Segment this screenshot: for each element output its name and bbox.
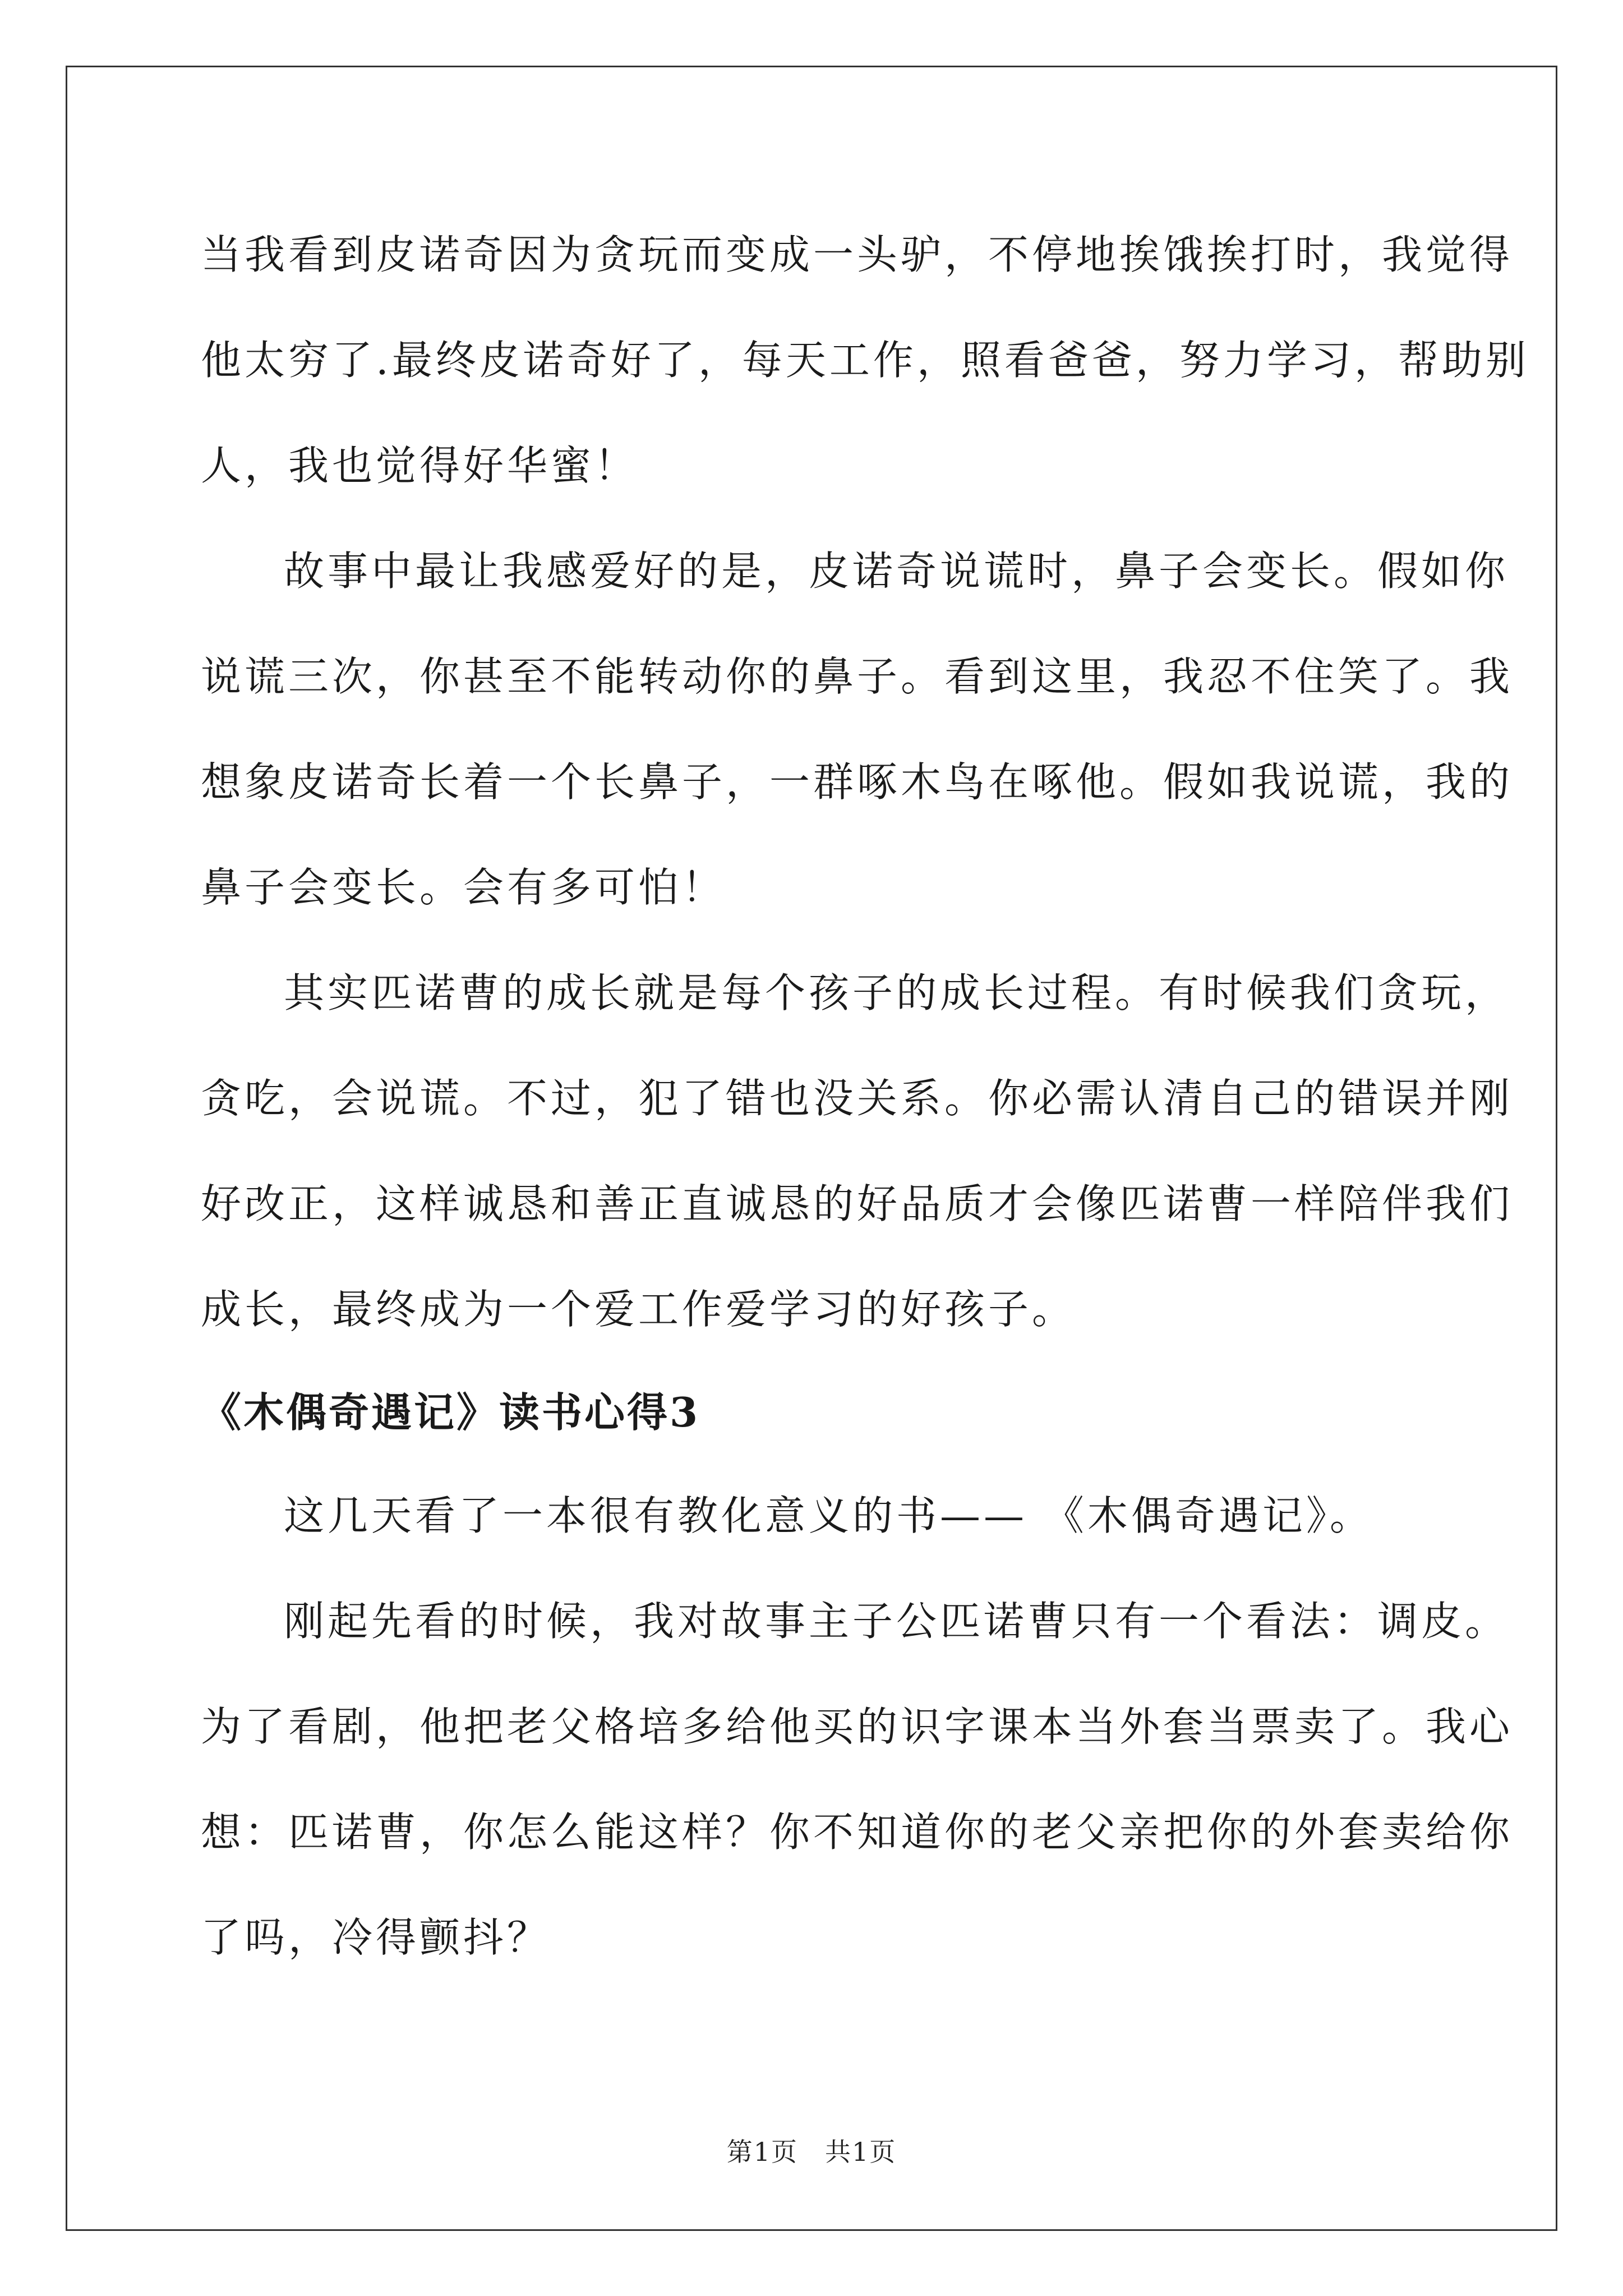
text-line: 这几天看了一本很有教化意义的书—— 《木偶奇遇记》。 [284, 1492, 1373, 1539]
text-line: 为了看剧，他把老父格培多给他买的识字课本当外套当票卖了。我心 [201, 1703, 1514, 1750]
text-line: 了吗，冷得颤抖？ [201, 1914, 551, 1961]
paragraph-3 [201, 940, 1514, 1362]
text-line: 好改正，这样诚恳和善正直诚恳的好品质才会像匹诺曹一样陪伴我们 [201, 1180, 1514, 1227]
section-heading: 《木偶奇遇记》读书心得3 [201, 1388, 700, 1436]
page-total: 共1页 [825, 2137, 897, 2167]
text-line: 想象皮诺奇长着一个长鼻子，一群啄木鸟在啄他。假如我说谎，我的 [201, 758, 1514, 806]
text-line: 其实匹诺曹的成长就是每个孩子的成长过程。有时候我们贪玩， [284, 969, 1509, 1016]
paragraph-4 [201, 1463, 1435, 1568]
page-number: 第1页 [726, 2137, 798, 2167]
text-line: 成长，最终成为一个爱工作爱学习的好孩子。 [201, 1286, 1076, 1333]
text-line: 当我看到皮诺奇因为贪玩而变成一头驴，不停地挨饿挨打时，我觉得 [201, 231, 1514, 278]
page-footer [0, 2132, 1623, 2169]
text-line: 贪吃，会说谎。不过，犯了错也没关系。你必需认清自己的错误并刚 [201, 1075, 1514, 1122]
text-line: 说谎三次，你甚至不能转动你的鼻子。看到这里，我忍不住笑了。我 [201, 653, 1514, 700]
text-line: 故事中最让我感爱好的是，皮诺奇说谎时，鼻子会变长。假如你 [284, 547, 1509, 595]
paragraph-2 [201, 518, 1514, 940]
text-line: 刚起先看的时候，我对故事主子公匹诺曹只有一个看法：调皮。 [284, 1598, 1509, 1645]
text-line: 他太穷了.最终皮诺奇好了，每天工作，照看爸爸，努力学习，帮助别 [201, 337, 1529, 384]
paragraph-1 [201, 202, 1529, 518]
text-line: 鼻子会变长。会有多可怕！ [201, 864, 726, 911]
paragraph-5 [201, 1568, 1514, 1990]
text-line: 人，我也觉得好华蜜！ [201, 442, 639, 489]
document-body [201, 202, 1529, 1990]
text-line: 想：匹诺曹，你怎么能这样？你不知道你的老父亲把你的外套卖给你 [201, 1809, 1514, 1856]
